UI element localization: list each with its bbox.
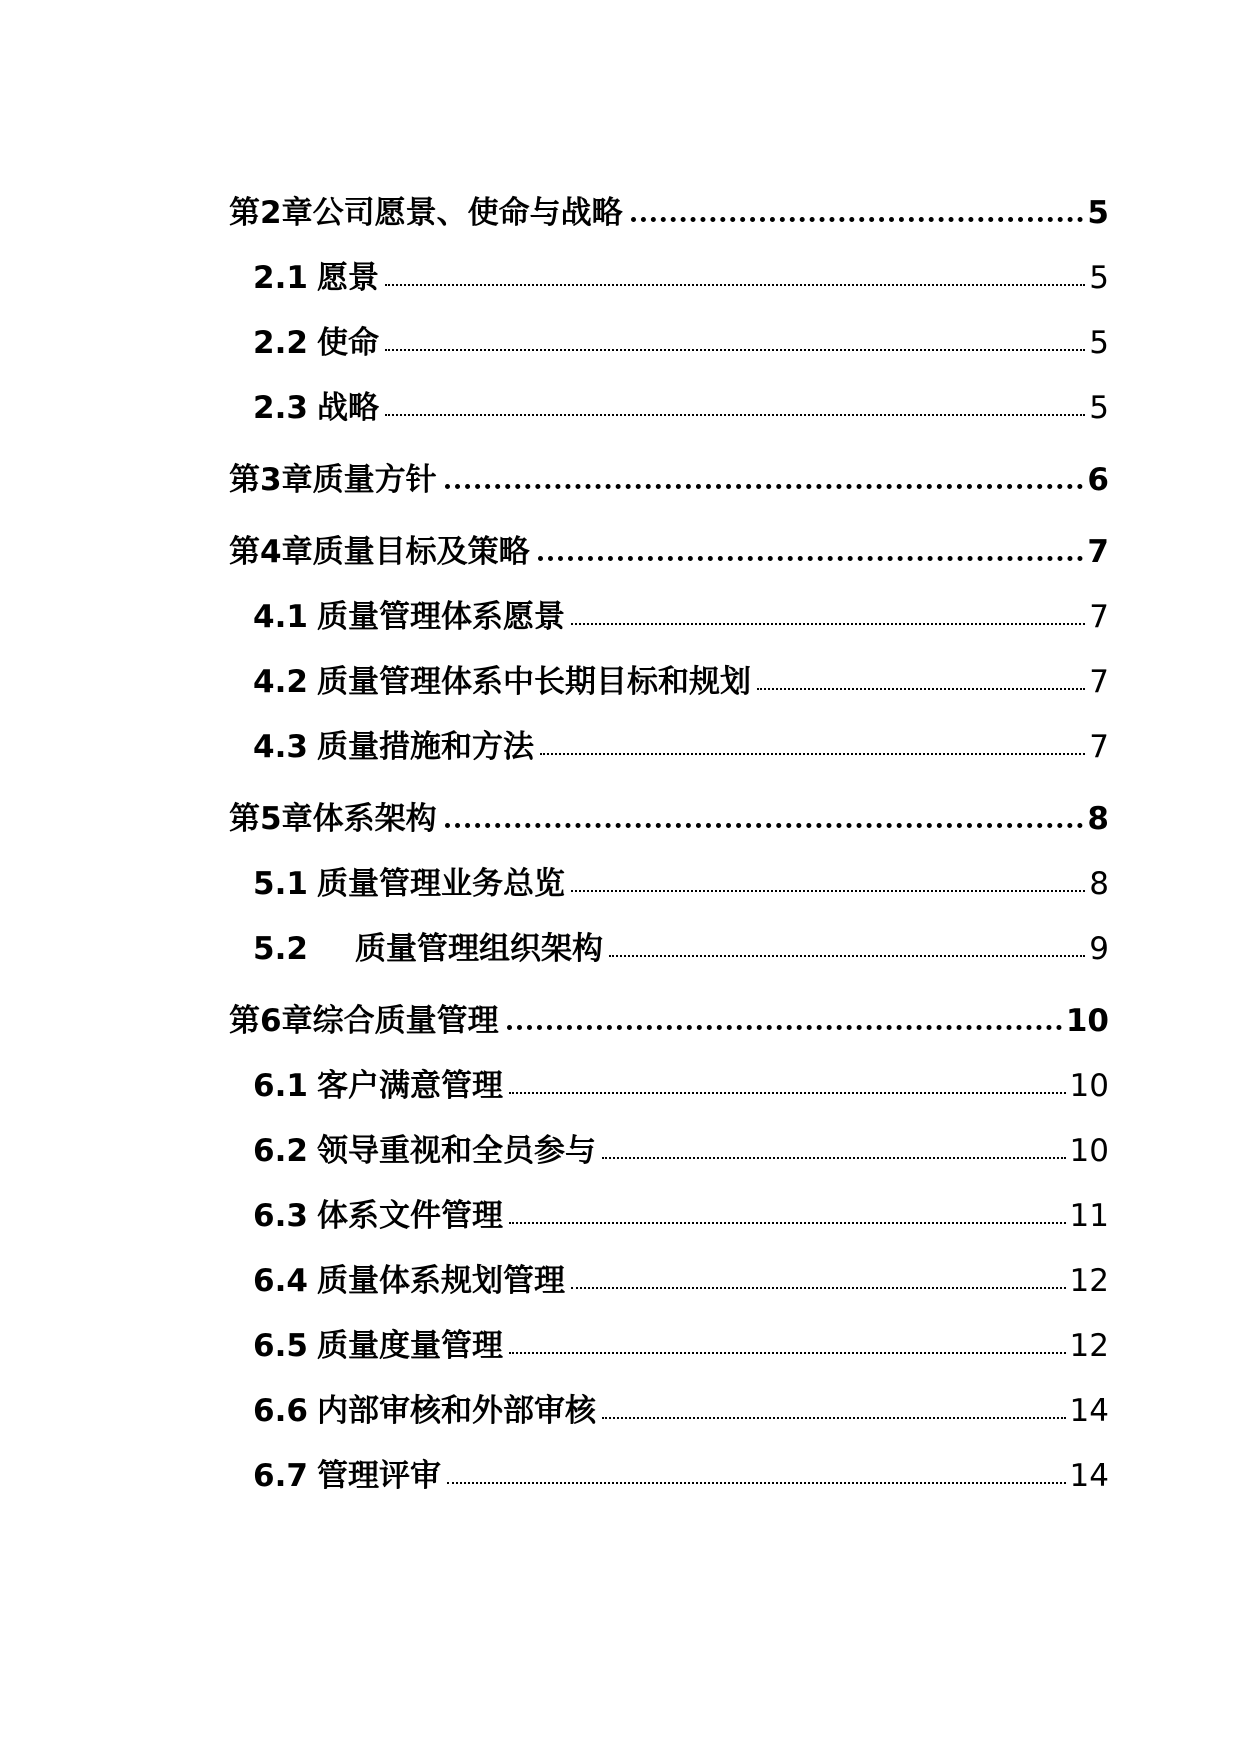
toc-chapter-3[interactable] xyxy=(229,425,1109,497)
toc-leader-dots xyxy=(540,753,1085,755)
toc-section-6-5[interactable] xyxy=(229,1298,1109,1363)
toc-section-title: 战略 xyxy=(317,389,379,426)
toc-section-6-2[interactable] xyxy=(229,1103,1109,1168)
toc-leader-dots xyxy=(631,217,1084,222)
toc-section-number: 2.3 xyxy=(253,389,308,426)
toc-leader-dots xyxy=(509,1222,1066,1224)
toc-section-number: 6.7 xyxy=(253,1457,308,1494)
toc-section-title: 客户满意管理 xyxy=(317,1067,503,1104)
toc-page-number: 6 xyxy=(1087,461,1109,498)
toc-page-number: 5 xyxy=(1087,194,1109,231)
toc-page-number: 14 xyxy=(1069,1392,1109,1429)
toc-section-title: 质量体系规划管理 xyxy=(317,1262,565,1299)
toc-leader-dots xyxy=(445,484,1084,489)
toc-leader-dots xyxy=(509,1092,1066,1094)
toc-page-number: 7 xyxy=(1089,728,1109,765)
toc-page-number: 8 xyxy=(1089,865,1109,902)
toc-section-title: 质量管理业务总览 xyxy=(317,865,565,902)
toc-section-number: 2.1 xyxy=(253,259,308,296)
toc-section-number: 6.2 xyxy=(253,1132,308,1169)
toc-chapter-title: 第5章体系架构 xyxy=(229,800,437,837)
toc-page-number: 5 xyxy=(1089,389,1109,426)
toc-section-2-3[interactable] xyxy=(229,360,1109,425)
toc-section-number: 6.1 xyxy=(253,1067,308,1104)
toc-page-number: 12 xyxy=(1069,1327,1109,1364)
toc-section-number: 4.3 xyxy=(253,728,308,765)
toc-section-5-1[interactable] xyxy=(229,836,1109,901)
toc-page-number: 9 xyxy=(1089,930,1109,967)
toc-section-6-7[interactable] xyxy=(229,1428,1109,1493)
toc-section-title: 质量管理体系中长期目标和规划 xyxy=(317,663,751,700)
toc-section-number: 6.6 xyxy=(253,1392,308,1429)
toc-section-title: 质量措施和方法 xyxy=(317,728,534,765)
toc-leader-dots xyxy=(538,556,1084,561)
toc-section-title: 领导重视和全员参与 xyxy=(317,1132,596,1169)
toc-leader-dots xyxy=(507,1025,1062,1030)
toc-section-4-2[interactable] xyxy=(229,634,1109,699)
toc-leader-dots xyxy=(509,1352,1066,1354)
toc-chapter-title: 第4章质量目标及策略 xyxy=(229,533,530,570)
toc-page-number: 10 xyxy=(1069,1067,1109,1104)
toc-leader-dots xyxy=(385,414,1085,416)
toc-chapter-title: 第3章质量方针 xyxy=(229,461,437,498)
toc-section-title: 质量管理组织架构 xyxy=(355,930,603,967)
toc-section-4-1[interactable] xyxy=(229,569,1109,634)
toc-section-number: 6.5 xyxy=(253,1327,308,1364)
toc-section-title: 愿景 xyxy=(317,259,379,296)
toc-section-number: 2.2 xyxy=(253,324,308,361)
toc-leader-dots xyxy=(757,688,1085,690)
toc-section-2-2[interactable] xyxy=(229,295,1109,360)
toc-section-title: 管理评审 xyxy=(317,1457,441,1494)
toc-leader-dots xyxy=(385,349,1085,351)
toc-leader-dots xyxy=(445,823,1084,828)
toc-chapter-title: 第2章公司愿景、使命与战略 xyxy=(229,194,623,231)
toc-page-number: 12 xyxy=(1069,1262,1109,1299)
toc-leader-dots xyxy=(609,955,1085,957)
toc-section-title: 质量管理体系愿景 xyxy=(317,598,565,635)
toc-section-number: 4.2 xyxy=(253,663,308,700)
toc-section-number: 5.1 xyxy=(253,865,308,902)
toc-leader-dots xyxy=(571,890,1085,892)
toc-section-6-4[interactable] xyxy=(229,1233,1109,1298)
toc-section-2-1[interactable] xyxy=(229,230,1109,295)
toc-section-6-1[interactable] xyxy=(229,1038,1109,1103)
toc-page-number: 14 xyxy=(1069,1457,1109,1494)
toc-section-5-2[interactable] xyxy=(229,901,1109,966)
toc-leader-dots xyxy=(447,1482,1066,1484)
toc-section-6-6[interactable] xyxy=(229,1363,1109,1428)
toc-leader-dots xyxy=(602,1417,1066,1419)
toc-chapter-5[interactable] xyxy=(229,764,1109,836)
toc-section-number: 5.2 xyxy=(253,930,308,967)
toc-section-number: 6.3 xyxy=(253,1197,308,1234)
toc-page-number: 11 xyxy=(1069,1197,1109,1234)
toc-section-number: 4.1 xyxy=(253,598,308,635)
toc-section-title: 使命 xyxy=(317,324,379,361)
toc-page-number: 10 xyxy=(1069,1132,1109,1169)
toc-page-number: 8 xyxy=(1087,800,1109,837)
toc-section-title: 质量度量管理 xyxy=(317,1327,503,1364)
toc-page-number: 7 xyxy=(1089,663,1109,700)
table-of-contents xyxy=(229,158,1109,1493)
toc-chapter-title: 第6章综合质量管理 xyxy=(229,1002,499,1039)
toc-section-4-3[interactable] xyxy=(229,699,1109,764)
toc-leader-dots xyxy=(385,284,1085,286)
toc-chapter-6[interactable] xyxy=(229,966,1109,1038)
toc-page-number: 10 xyxy=(1065,1002,1109,1039)
toc-page-number: 5 xyxy=(1089,324,1109,361)
toc-leader-dots xyxy=(571,623,1085,625)
toc-leader-dots xyxy=(602,1157,1066,1159)
toc-chapter-2[interactable] xyxy=(229,158,1109,230)
toc-chapter-4[interactable] xyxy=(229,497,1109,569)
toc-leader-dots xyxy=(571,1287,1066,1289)
toc-section-6-3[interactable] xyxy=(229,1168,1109,1233)
toc-section-number: 6.4 xyxy=(253,1262,308,1299)
toc-page-number: 7 xyxy=(1087,533,1109,570)
toc-section-title: 内部审核和外部审核 xyxy=(317,1392,596,1429)
toc-section-title: 体系文件管理 xyxy=(317,1197,503,1234)
toc-page-number: 5 xyxy=(1089,259,1109,296)
toc-page-number: 7 xyxy=(1089,598,1109,635)
